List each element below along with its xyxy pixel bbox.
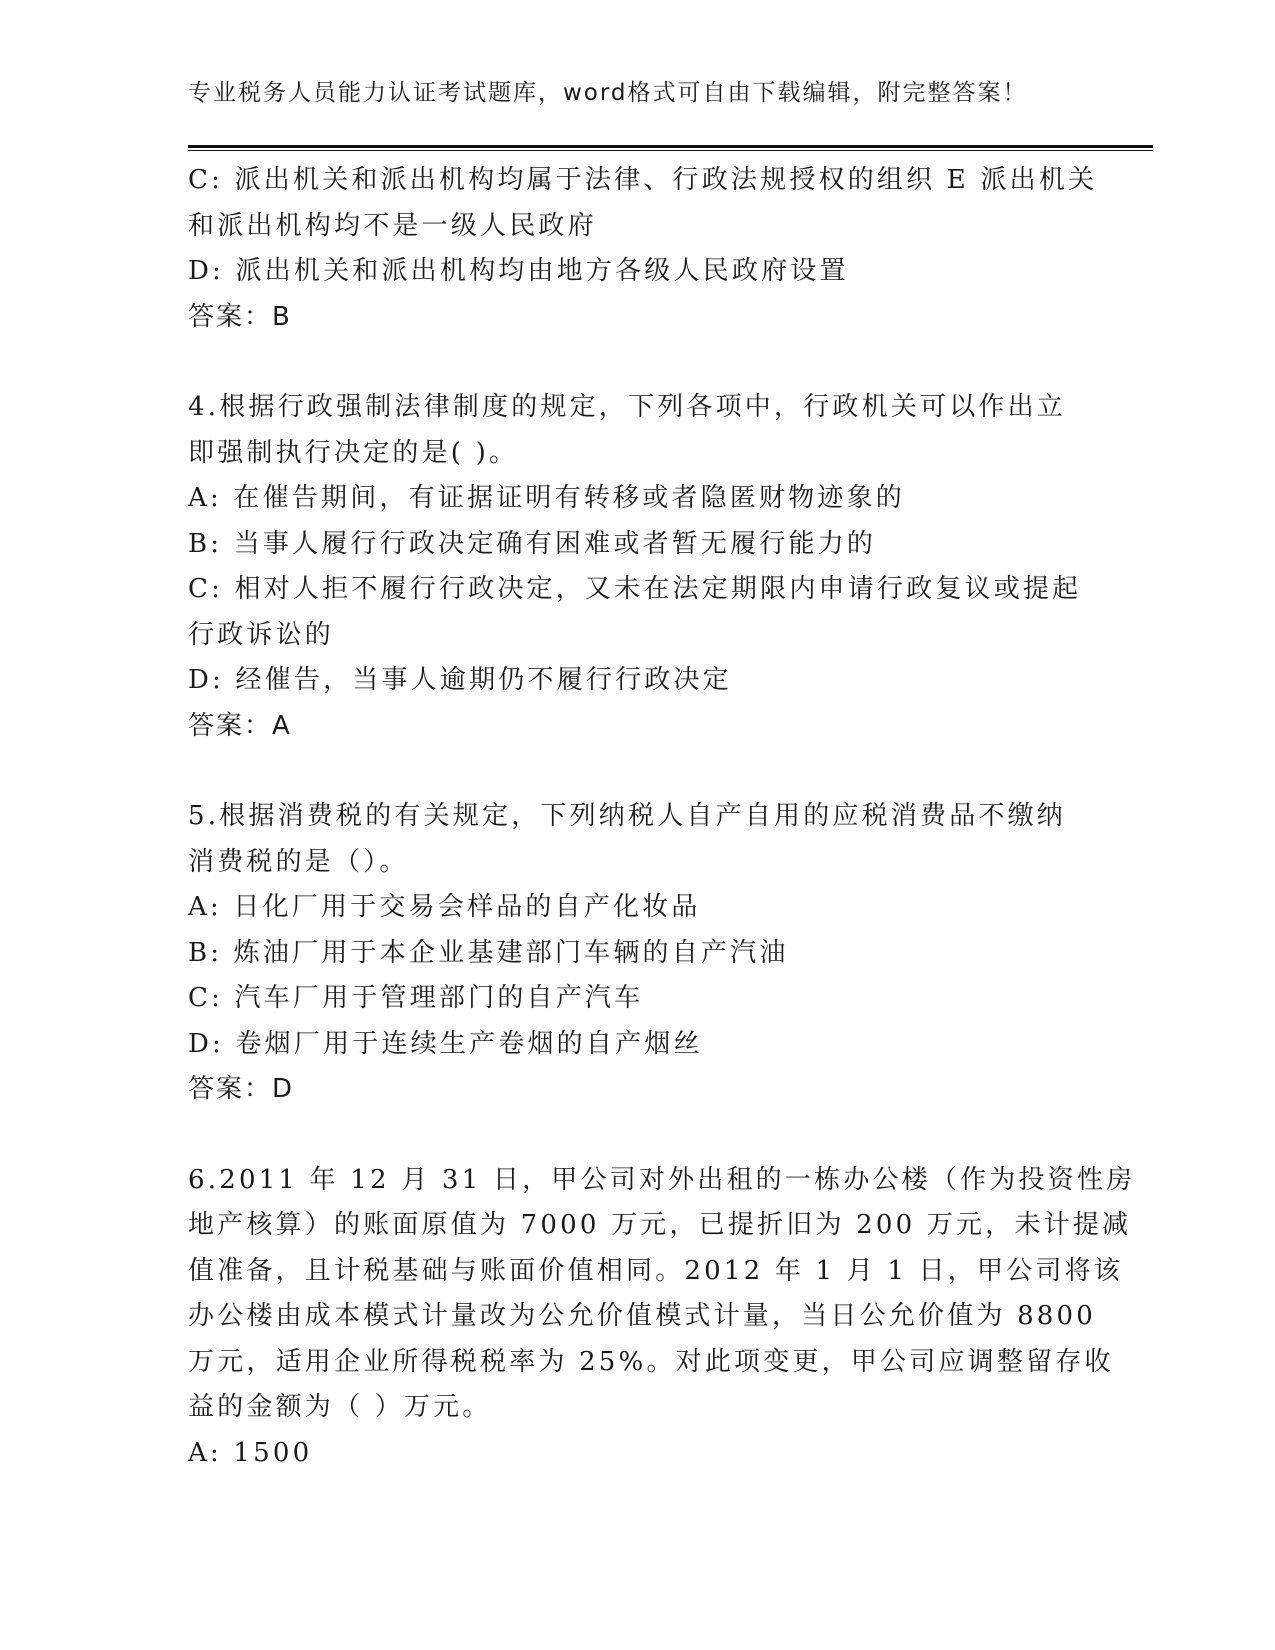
answer-label: 答案：A [188, 710, 292, 741]
option-d: D: 经催告，当事人逾期仍不履行行政决定 [188, 665, 732, 695]
question-line: 地产核算）的账面原值为 7000 万元，已提折旧为 200 万元，未计提减 [188, 1210, 1132, 1240]
question-line: 办公楼由成本模式计量改为公允价值模式计量，当日公允价值为 8800 [188, 1301, 1097, 1331]
option-a: A: 日化厂用于交易会样品的自产化妆品 [188, 892, 701, 922]
answer-label: 答案：D [188, 1074, 295, 1104]
question-line: 益的金额为（ ）万元。 [188, 1392, 492, 1422]
question-4 [188, 385, 1088, 749]
question-line: D: 派出机关和派出机构均由地方各级人民政府设置 [188, 256, 849, 286]
answer-label: 答案：B [188, 301, 292, 332]
question-line: 消费税的是（）。 [188, 846, 409, 877]
option-a: A: 在催告期间，有证据证明有转移或者隐匿财物迹象的 [188, 483, 906, 513]
page-header: 专业税务人员能力认证考试题库，word格式可自由下载编辑，附完整答案！ [188, 80, 1028, 106]
question-line: C: 派出机关和派出机构均属于法律、行政法规授权的组织 E 派出机关 [188, 165, 1098, 195]
option-d: D: 卷烟厂用于连续生产卷烟的自产烟丝 [188, 1028, 703, 1059]
question-content [188, 158, 1136, 1476]
option-b: B: 当事人履行行政决定确有困难或者暂无履行能力的 [188, 528, 877, 559]
question-line: 4.根据行政强制法律制度的规定，下列各项中，行政机关可以作出立 [188, 392, 1067, 422]
question-line: 6.2011 年 12 月 31 日，甲公司对外出租的一栋办公楼（作为投资性房 [188, 1164, 1136, 1195]
question-6 [188, 1158, 1136, 1477]
option-c: C: 汽车厂用于管理部门的自产汽车 [188, 983, 644, 1013]
header-rule-thin [188, 150, 1153, 151]
question-line: 值准备，且计税基础与账面价值相同。2012 年 1 月 1 日，甲公司将该 [188, 1255, 1123, 1286]
question-5 [188, 794, 1088, 1113]
header-rule-thick [188, 145, 1153, 148]
question-line: 即强制执行决定的是( )。 [188, 437, 519, 468]
option-a: A: 1500 [188, 1437, 313, 1468]
question-line: 5.根据消费税的有关规定，下列纳税人自产自用的应税消费品不缴纳 [188, 801, 1067, 831]
option-b: B: 炼油厂用于本企业基建部门车辆的自产汽油 [188, 937, 789, 968]
option-c-cont: 行政诉讼的 [188, 619, 335, 650]
question-line: 和派出机构均不是一级人民政府 [188, 210, 597, 241]
question-line: 万元，适用企业所得税税率为 25%。对此项变更，甲公司应调整留存收 [188, 1346, 1114, 1377]
option-c: C: 相对人拒不履行行政决定，又未在法定期限内申请行政复议或提起 [188, 574, 1082, 604]
question-3-tail [188, 158, 1098, 340]
